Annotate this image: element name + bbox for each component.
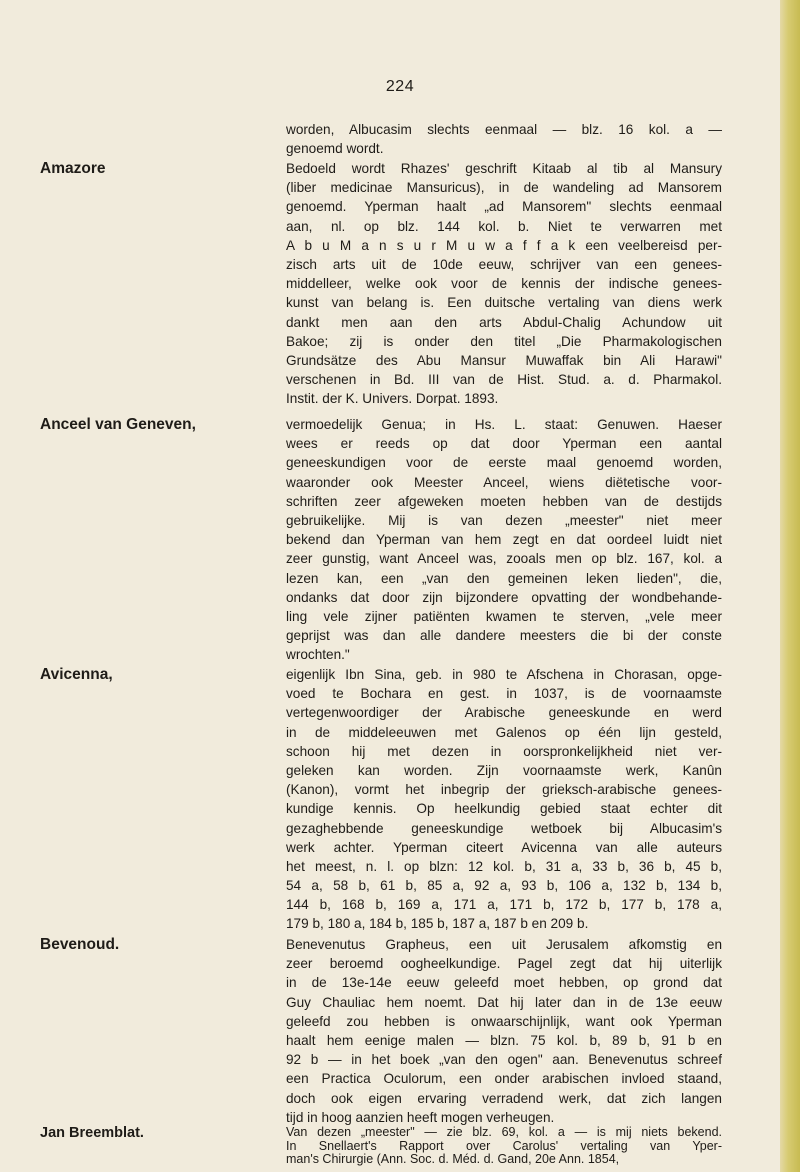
text-line: schriften zeer afgeweken moeten hebben van de destijds (286, 493, 722, 509)
text-line: Bakoe; zij is onder den titel „Die Pharmakologischen (286, 333, 722, 349)
text-line: schoon hij met dezen in oorspronkelijkheid niet ver- (286, 743, 722, 759)
text-line: lezen kan, een „van den gemeinen leken lieden", die, (286, 570, 722, 586)
text-line: een Practica Oculorum, een onder arabischen invloed staand, (286, 1071, 722, 1087)
text-line: worden, Albucasim slechts eenmaal — blz. 16 kol. a — (286, 122, 722, 137)
text-line: doch ook eigen ervaring verradend werk, dat zich langen (286, 1090, 722, 1106)
text-line: in de middeleeuwen met Galenos op één lijn gesteld, (286, 724, 722, 740)
text-line: wees er reeds op dat door Yperman een aantal (286, 436, 722, 452)
text-line: A b u M a n s u r M u w a f f a k een veelbereisd per- (286, 237, 722, 253)
text-line: vermoedelijk Genua; in Hs. L. staat: Genuwen. Haeser (286, 417, 722, 432)
entry-body (286, 935, 722, 1127)
text-line: het meest, n. l. op blzn: 12 kol. b, 31 a, 33 b, 36 b, 45 b, (286, 858, 722, 874)
text-line: 54 a, 58 b, 61 b, 85 a, 92 a, 93 b, 106 a, 132 b, 134 b, (286, 878, 722, 894)
text-line: Benevenutus Grapheus, een uit Jerusalem afkomstig en (286, 937, 722, 952)
text-line: geleken kan worden. Zijn voornaamste werk, Kanûn (286, 762, 722, 778)
text-line: kunst van belang is. Een duitsche vertaling van diens werk (286, 295, 722, 311)
text-line: geprijst was dan alle dandere meesters die bi der conste (286, 628, 722, 644)
text-line: dankt men aan den arts Abdul-Chalig Achundow uit (286, 314, 722, 330)
text-line: geleefd zou hebben is onwaarschijnlijk, want ook Yperman (286, 1013, 722, 1029)
text-line: Bedoeld wordt Rhazes' geschrift Kitaab al tib al Mansury (286, 161, 722, 176)
text-line: zeer gunstig, want Anceel was, zooals men op blz. 167, kol. a (286, 551, 722, 567)
entry-body (286, 665, 722, 934)
text-line: Instit. der K. Univers. Dorpat. 1893. (286, 391, 499, 407)
text-line: waaronder ook Meester Anceel, wiens diëtetische voor- (286, 474, 722, 490)
text-line: Van dezen „meester" — zie blz. 69, kol. a — is mij niets bekend. (286, 1126, 722, 1139)
entry-headword: Jan Breemblat. (40, 1125, 144, 1141)
text-line: genoemd. Yperman haalt „ad Mansorem" slechts eenmaal (286, 199, 722, 215)
text-line: aan, nl. op blz. 144 kol. b. Niet te verwarren met (286, 218, 722, 234)
text-line: kundige kennis. Op heelkundig gebied staat echter dit (286, 801, 722, 817)
entry-body (286, 120, 722, 158)
entry-headword: Anceel van Geneven, (40, 416, 196, 433)
text-line: haalt hem eenige malen — blzn. 75 kol. b, 89 b, 91 b en (286, 1032, 722, 1048)
text-line: vertegenwoordiger der Arabische geneeskunde en werd (286, 705, 722, 721)
text-line: gezaghebbende geneeskundige wetboek bij Albucasim's (286, 820, 722, 836)
text-line: (Kanon), vormt het inbegrip der grieksch-arabische genees- (286, 782, 722, 798)
entry-headword: Amazore (40, 160, 106, 177)
text-line: verschenen in Bd. III van de Hist. Stud. a. d. Pharmakol. (286, 372, 722, 388)
text-line: tijd in hoog aanzien heeft mogen verheugen. (286, 1109, 555, 1125)
text-line: genoemd wordt. (286, 141, 384, 157)
text-line: wrochten." (286, 647, 350, 663)
entry-headword: Bevenoud. (40, 936, 120, 953)
text-line: 92 b — in het boek „van den ogen" aan. Benevenutus schreef (286, 1052, 722, 1068)
entry-body (286, 1126, 722, 1167)
text-line: werk achter. Yperman citeert Avicenna van alle auteurs (286, 839, 722, 855)
text-line: Grundsätze des Abu Mansur Muwaffak bin Ali Harawi" (286, 352, 722, 368)
text-line: Guy Chauliac hem noemt. Dat hij later dan in de 13e eeuw (286, 994, 722, 1010)
text-line: middelleer, welke ook voor de kennis der indische genees- (286, 276, 722, 292)
text-line: In Snellaert's Rapport over Carolus' vertaling van Yper- (286, 1139, 722, 1153)
text-line: in de 13e-14e eeuw geleefd moet hebben, op grond dat (286, 975, 722, 991)
text-line: zeer beroemd oogheelkundige. Pagel zegt dat hij uiterlijk (286, 956, 722, 972)
text-line: eigenlijk Ibn Sina, geb. in 980 te Afschena in Chorasan, opge- (286, 667, 722, 682)
text-line: bekend dan Yperman van hem zegt en dat oordeel luidt niet (286, 532, 722, 548)
text-line: geneeskundigen voor de eerste maal genoemd worden, (286, 455, 722, 471)
text-line: ondanks dat door zijn bijzondere opvatting der wondbehande- (286, 589, 722, 605)
text-line: voed te Bochara en gest. in 1037, is de voornaamste (286, 686, 722, 702)
text-line: (liber medicinae Mansuricus), in de wandeling ad Mansorem (286, 180, 722, 196)
text-line: man's Chirurgie (Ann. Soc. d. Méd. d. Gand, 20e Ann. 1854, (286, 1153, 620, 1166)
text-line: zisch arts uit de 10de eeuw, schrijver van een genees- (286, 256, 722, 272)
text-line: gebruikelijke. Mij is van dezen „meester" niet meer (286, 512, 722, 528)
entry-body (286, 159, 722, 408)
text-line: ling vele zijner patiënten kwamen te sterven, „vele meer (286, 608, 722, 624)
page-edge (780, 0, 800, 1172)
text-line: 144 b, 168 b, 169 a, 171 a, 171 b, 172 b, 177 b, 178 a, (286, 897, 722, 913)
entry-headword: Avicenna, (40, 666, 113, 683)
page-number: 224 (385, 78, 415, 95)
entry-body (286, 415, 722, 664)
text-line: 179 b, 180 a, 184 b, 185 b, 187 a, 187 b en 209 b. (286, 916, 589, 932)
